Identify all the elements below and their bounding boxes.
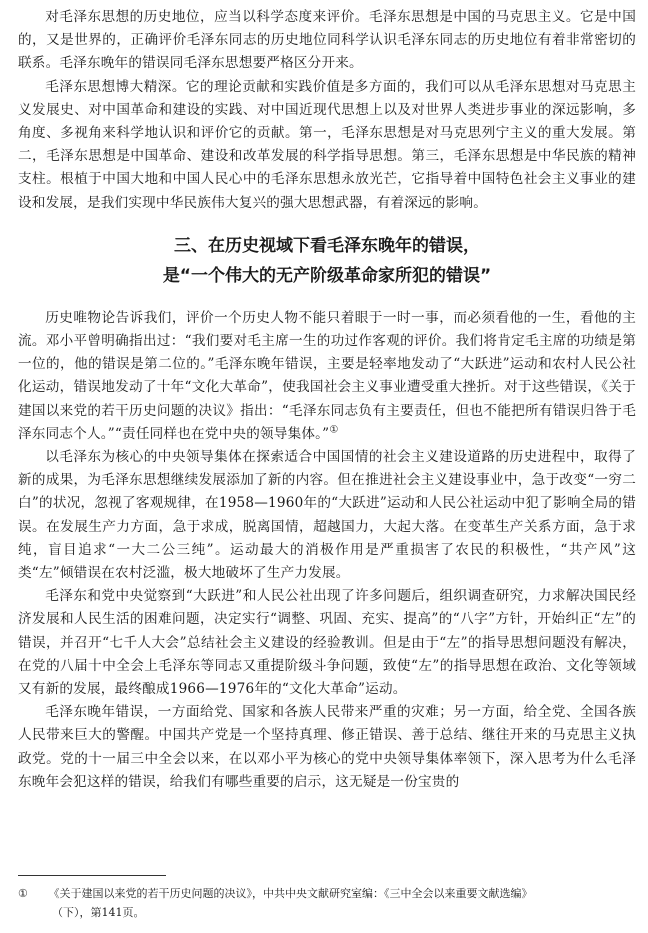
paragraph: 毛泽东和党中央觉察到“大跃进”和人民公社出现了许多问题后，组织调查研究，力求解决国民经济发展和人民生活的困难问题，决定实行“调整、巩固、充实、提高”的“八字”方针，开始纠正“左”的错误，并召开“七千人大会”总结社会主义建设的经验教训。但是由于“左”的指导思想问题没有解决，在党的八届十中全会上毛泽东等同志又重提阶级斗争问题，致使“左”的指导思想在政治、文化等领域又有新的发展，最终酿成1966—1976年的“文化大革命”运动。: [18, 588, 636, 698]
paragraph: 毛泽东晚年错误，一方面给党、国家和各族人民带来严重的灾难；另一方面，给全党、全国各族人民带来巨大的警醒。中国共产党是一个坚持真理、修正错误、善于总结、继往开来的马克思主义执政党。党的十一届三中全会以来，在以邓小平为核心的党中央领导集体率领下，深入思考为什么毛泽东晚年会犯这样的错误，给我们有哪些重要的启示，这无疑是一份宝贵的: [18, 704, 636, 790]
footnote-marker: ①: [18, 887, 28, 900]
section-heading: [18, 231, 636, 291]
section-heading-line-2: 是“一个伟大的无产阶级革命家所犯的错误”: [162, 265, 492, 286]
footnote-line-1: [18, 884, 636, 903]
footnote-line-2: （下），第141页。: [52, 906, 145, 919]
footnote-divider: [18, 875, 166, 876]
section-heading-line-1: 三、在历史视域下看毛泽东晚年的错误，: [174, 235, 480, 256]
paragraph: 毛泽东思想博大精深。它的理论贡献和实践价值是多方面的，我们可以从毛泽东思想对马克思主义发展史、对中国革命和建设的实践、对中国近现代思想上以及对世界人类进步事业的深远影响，多角度、多视角来科学地认识和评价它的贡献。第一，毛泽东思想是对马克思列宁主义的重大发展。第二，毛泽东思想是中国革命、建设和改革发展的科学指导思想。第三，毛泽东思想是中华民族的精神支柱。根植于中国大地和中国人民心中的毛泽东思想永放光芒，它指导着中国特色社会主义事业的建设和发展，是我们实现中华民族伟大复兴的强大思想武器，有着深远的影响。: [18, 78, 636, 211]
footnote: [18, 884, 636, 922]
footnote-reference[interactable]: ①: [329, 424, 339, 436]
footnote-text-1: 《关于建国以来党的若干历史问题的决议》，中共中央文献研究室编：《三中全会以来重要文献选编》: [48, 887, 533, 900]
paragraph-text: 历史唯物论告诉我们，评价一个历史人物不能只着眼于一时一事，而必须看他的一生，看他的主流。邓小平曾明确指出过：“我们要对毛主席一生的功过作客观的评价。我们将肯定毛主席的功绩是第一位的，他的错误是第二位的。”毛泽东晚年错误，主要是轻率地发动了“大跃进”运动和农村人民公社化运动，错误地发动了十年“文化大革命”，使我国社会主义事业遭受重大挫折。对于这些错误，《关于建国以来党的若干历史问题的决议》指出：“毛泽东同志负有主要责任，但也不能把所有错误归咎于毛泽东同志个人。”“责任同样也在党中央的领导集体。”: [18, 309, 636, 442]
paragraph: 对毛泽东思想的历史地位，应当以科学态度来评价。毛泽东思想是中国的马克思主义。它是中国的，又是世界的，正确评价毛泽东同志的历史地位同科学认识毛泽东同志的历史地位有着非常密切的联系。毛泽东晚年的错误同毛泽东思想要严格区分开来。: [18, 9, 636, 72]
paragraph: [18, 307, 636, 446]
paragraph: 以毛泽东为核心的中央领导集体在探索适合中国国情的社会主义建设道路的历史进程中，取得了新的成果，为毛泽东思想继续发展添加了新的内容。但在推进社会主义建设事业中，急于改变“一穷二白”的状况，忽视了客观规律，在1958—1960年的“大跃进”运动和人民公社运动中犯了影响全局的错误。在发展生产力方面，急于求成，脱离国情，超越国力，大起大落。在变革生产关系方面，急于求纯，盲目追求“一大二公三纯”。运动最大的消极作用是严重损害了农民的积极性，“共产风”这类“左”倾错误在农村泛滥，极大地破坏了生产力发展。: [18, 449, 636, 582]
